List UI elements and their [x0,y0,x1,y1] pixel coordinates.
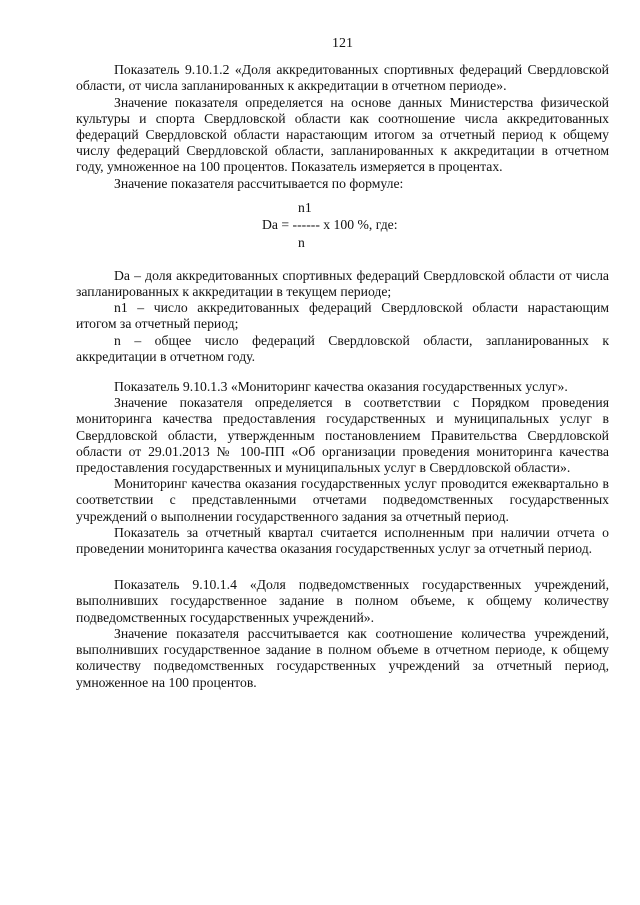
formula-denominator: n [298,234,305,250]
formula-block [76,198,609,260]
indicator-9-10-1-3-paragraph-3: Показатель за отчетный квартал считается исполненным при наличии отчета о проведении мониторинга качества оказания государственных услуг за отчетный период. [76,524,609,557]
formula-main-line: Da = ------ x 100 %, где: [262,216,398,232]
formula-intro: Значение показателя рассчитывается по формуле: [114,175,404,191]
definition-n: n – общее число федераций Свердловской области, запланированных к аккредитации в отчетном году. [76,332,609,364]
indicator-9-10-1-2-title: Показатель 9.10.1.2 «Доля аккредитованных спортивных федераций Свердловской области, от числа запланированных к аккредитации в отчетном периоде». [76,62,609,94]
section-spacer [76,365,609,379]
section-spacer [76,557,609,577]
document-page [76,36,609,691]
indicator-9-10-1-4-title: Показатель 9.10.1.4 «Доля подведомственных государственных учреждений, выполнивших государственное задание в полном объеме, к общему количеству подведомственных государственных учреждений». [76,577,609,625]
indicator-9-10-1-3-paragraph-1: Значение показателя определяется в соответствии с Порядком проведения мониторинга качества предоставления государственных и муниципальных услуг в Свердловской области, утвержденным постановлением Правительства Свердловской области от 29.01.2013 № 100-ПП «Об организации проведения мониторинга качества предоставления государственных и муниципальных услуг в Свердловской области». [76,395,609,476]
page-number: 121 [332,36,353,51]
formula-numerator: n1 [298,199,312,215]
indicator-9-10-1-2-description: Значение показателя определяется на основе данных Министерства физической культуры и спорта Свердловской области как соотношение числа аккредитованных федераций Свердловской области нарастающим итогом за отчетный период к общему числу федераций Свердловской области, запланированных к аккредитации в отчетном году, умноженное на 100 процентов. Показатель измеряется в процентах. [76,94,609,175]
definition-n1: n1 – число аккредитованных федераций Свердловской области нарастающим итогом за отчетный период; [76,300,609,332]
indicator-9-10-1-3-title: Показатель 9.10.1.3 «Мониторинг качества оказания государственных услуг». [114,379,568,395]
definition-da: Da – доля аккредитованных спортивных федераций Свердловской области от числа запланированных к аккредитации в текущем периоде; [76,267,609,300]
indicator-9-10-1-3-paragraph-2: Мониторинг качества оказания государственных услуг проводится ежеквартально в соответствии с представленными отчетами подведомственных государственных учреждений о выполнении государственного задания за отчетный период. [76,476,609,524]
indicator-9-10-1-4-paragraph-1: Значение показателя рассчитывается как соотношение количества учреждений, выполнивших государственное задание в полном объеме в отчетном периоде, к общему количеству подведомственных государственных учреждений за отчетный период, умноженное на 100 процентов. [76,625,609,690]
